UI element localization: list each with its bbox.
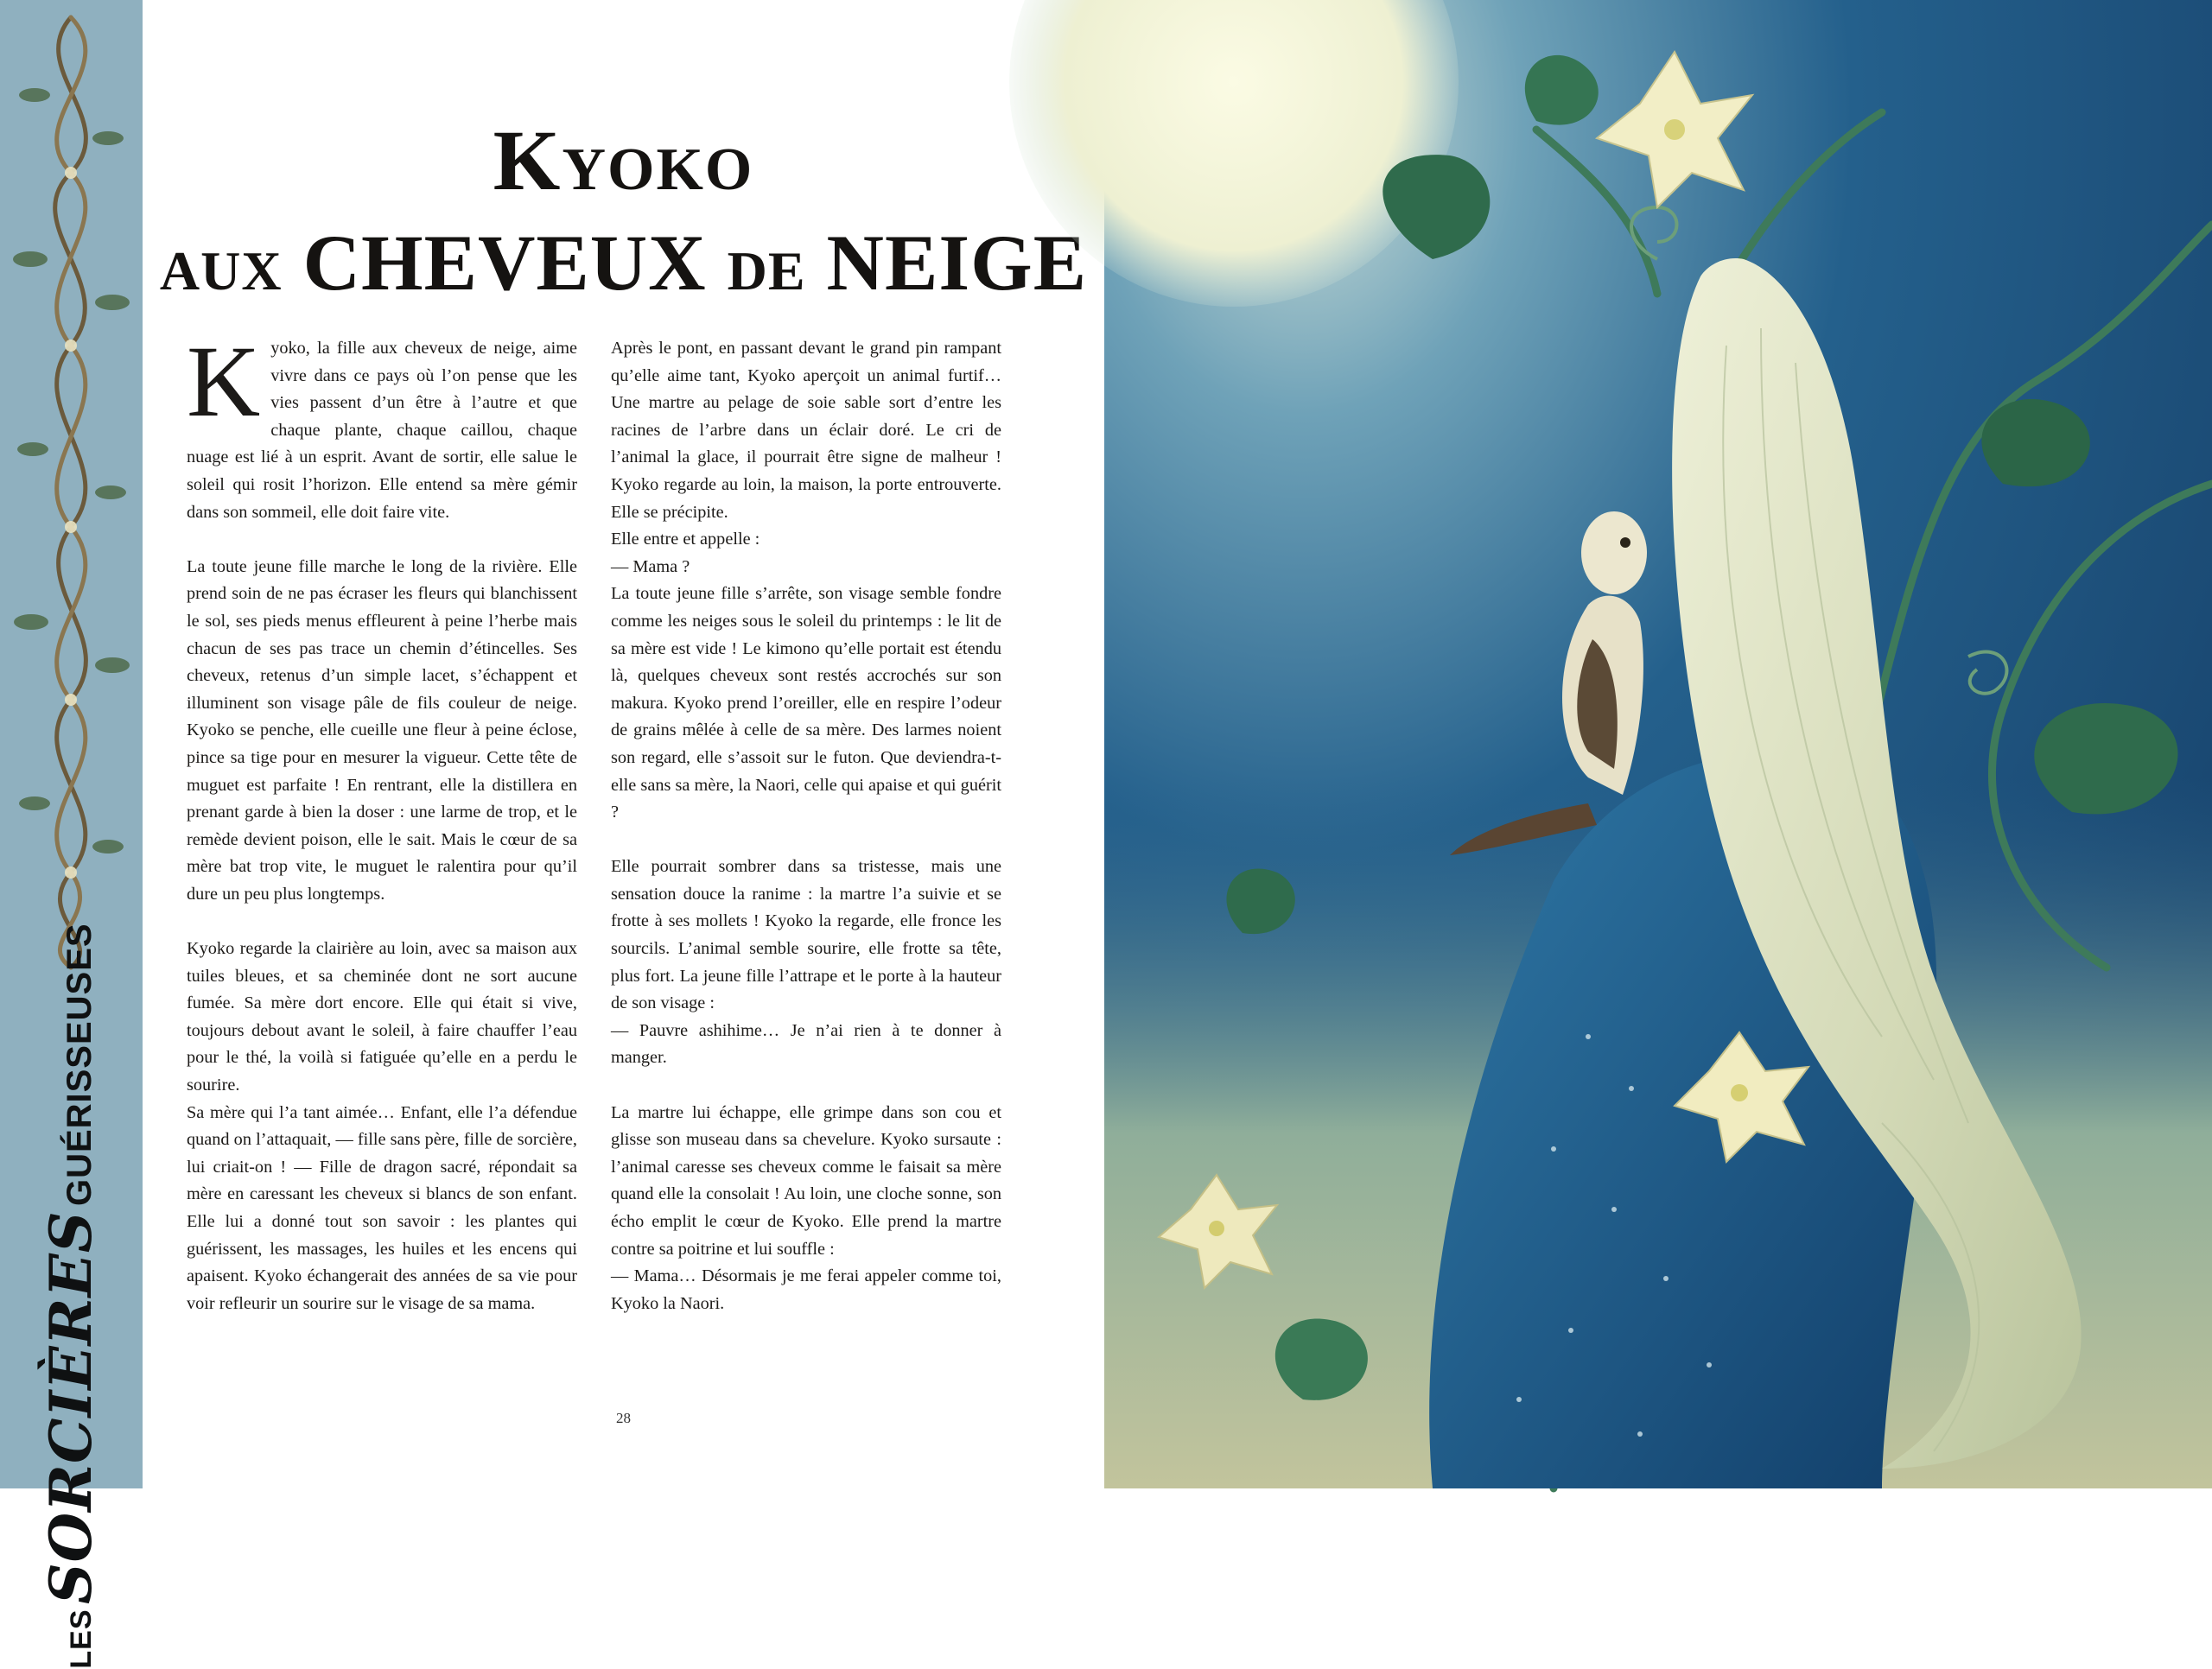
dialogue-line: — Mama ? — [611, 556, 690, 576]
dialogue-line: — Pauvre ashihime… Je n’ai rien à te donner à manger. — [611, 1020, 1001, 1068]
illustration — [1104, 0, 2212, 1488]
dropcap: K — [187, 325, 261, 438]
story-title — [143, 112, 1104, 308]
series-title-les: LES — [65, 1609, 98, 1669]
paragraph: La toute jeune fille s’arrête, son visage semble fondre comme les neiges sous le soleil du printemps : le lit de sa mère est vide ! Le kimono qu’elle portait est étendu là, quelques cheveux sont restés accrochés sur son makura. Kyoko prend l’oreiller, elle en respire l’odeur de grains mêlée à celle de sa mère. Des larmes noient son regard, elle s’assoit sur le futon. Que deviendra-t-elle sans sa mère, la Naori, celle qui apaise et qui guérit ? — [611, 584, 1001, 822]
story-title-line2: aux CHEVEUX de NEIGE — [159, 219, 1088, 308]
right-column — [611, 335, 1001, 1345]
decorative-band — [0, 0, 143, 1669]
left-column — [187, 325, 577, 1345]
paragraph: Elle entre et appelle : — [611, 530, 760, 549]
story-title-line1: Kyoko — [493, 112, 754, 209]
paragraph: Elle pourrait sombrer dans sa tristesse, mais une sensation douce la ranime : la martre l’a suivie et se frotte à ses mollets ! Kyoko la regarde, elle fronce les sourcils. L’animal semble sourire, elle frotte sa tête, plus fort. La jeune fille l’attrape et le porte à la hauteur de son visage : — [611, 857, 1001, 1013]
paragraph-text: yoko, la fille aux cheveux de neige, aime vivre dans ce pays où l’on pense que les vies passent d’un être à l’autre et que chaque plante, chaque caillou, chaque nuage est lié à un esprit. Avant de sortir, elle salue le soleil qui rosit l’horizon. Elle entend sa mère gémir dans son sommeil, elle doit faire vite. — [187, 339, 577, 522]
series-title-sorcieres: SORCIÈRES — [37, 1210, 105, 1605]
paragraph: Sa mère qui l’a tant aimée… Enfant, elle l’a défendue quand on l’attaquait, — fille sans père, fille de sorcière, lui criait-on ! — Fille de dragon sacré, répondait sa mère en caressant les cheveux si blancs de son enfant. Elle lui a donné tout son savoir : les plantes qui guérissent, les massages, les huiles et les encens qui apaisent. Kyoko échangerait des années de sa vie pour voir refleurir un sourire sur le visage de sa mama. — [187, 1102, 577, 1313]
text-page — [143, 0, 1104, 1488]
paragraph — [187, 325, 577, 526]
series-title-guerisseuses: GUÉRISSEUSES — [60, 923, 99, 1207]
series-title — [37, 923, 105, 1668]
paragraph: La martre lui échappe, elle grimpe dans son cou et glisse son museau dans sa chevelure. Kyoko sursaute : l’animal caresse ses cheveux comme le faisait sa mère quand elle la consolait ! Au loin, une cloche sonne, son écho emplit le cœur de Kyoko. Elle prend la martre contre sa poitrine et lui souffle : — [611, 1102, 1001, 1259]
paragraph: La toute jeune fille marche le long de la rivière. Elle prend soin de ne pas écraser les fleurs qui blanchissent le sol, ses pieds menus effleurent à peine l’herbe mais chacun de ses pas trace un chemin d’étincelles. Ses cheveux, retenus d’un simple lacet, s’échappent et illuminent son visage pâle de fils couleur de neige. Kyoko se penche, elle cueille une fleur à peine éclose, pince sa tige pour en mesurer la vigueur. Cette tête de muguet est parfaite ! En rentrant, elle la distillera en prenant garde à bien la doser : une larme de trop, et le remède devient poison, elle le sait. Mais le cœur de sa mère bat trop vite, le muguet le ralentira pour qu’il dure un peu plus longtemps. — [187, 556, 577, 904]
page-number: 28 — [616, 1410, 631, 1426]
paragraph: Kyoko regarde la clairière au loin, avec sa maison aux tuiles bleues, et sa cheminée dont ne sort aucune fumée. Sa mère dort encore. Elle qui était si vive, toujours debout avant le soleil, à faire chauffer l’eau pour le thé, la voilà si fatiguée qu’elle en a perdu le sourire. — [187, 939, 577, 1095]
dialogue-line: — Mama… Désormais je me ferai appeler comme toi, Kyoko la Naori. — [611, 1266, 1001, 1313]
paragraph: Après le pont, en passant devant le grand pin rampant qu’elle aime tant, Kyoko aperçoit un animal furtif… Une martre au pelage de soie sable sort d’entre les racines de l’arbre dans un éclair doré. Le cri de l’animal la glace, il pourrait être signe de malheur ! Kyoko regarde au loin, la maison, la porte entrouverte. Elle se précipite. — [611, 339, 1001, 522]
